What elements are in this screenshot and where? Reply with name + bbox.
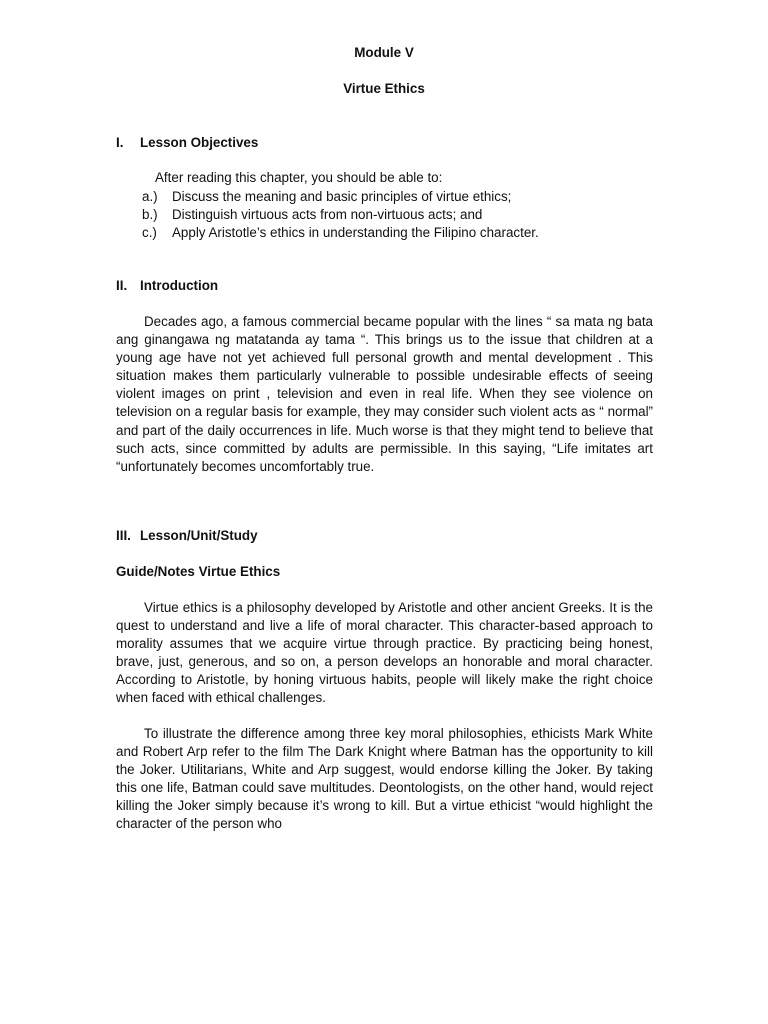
list-marker: c.): [142, 225, 157, 240]
virtue-ethics-paragraph: Virtue ethics is a philosophy developed by Aristotle and other ancient Greeks. It is the quest to understand and live a life of moral character. This character-based approach to morality assumes that we acquire virtue through practice. By practicing being honest, brave, just, generous, and so on, a person develops an honorable and moral character. According to Aristotle, by honing virtuous habits, people will likely make the right choice when faced with ethical challenges.: [116, 600, 653, 706]
section-heading-introduction: [116, 278, 218, 293]
section-number: II.: [116, 278, 128, 293]
list-item: [142, 188, 539, 206]
list-marker: b.): [142, 207, 158, 222]
section-number: I.: [116, 135, 124, 150]
list-item: [142, 224, 539, 242]
list-item: [142, 206, 539, 224]
section-heading-objectives: [116, 135, 258, 150]
moral-philosophies-paragraph: To illustrate the difference among three key moral philosophies, ethicists Mark White and Robert Arp refer to the film The Dark Knight where Batman has the opportunity to kill the Joker. Utilitarians, White and Arp suggest, would endorse killing the Joker. By taking this one life, Batman could save multitudes. Deontologists, on the other hand, would reject killing the Joker simply because it’s wrong to kill. But a virtue ethicist “would highlight the character of the person who: [116, 726, 653, 832]
module-title: Module V: [354, 45, 414, 60]
list-item-text: Apply Aristotle’s ethics in understanding the Filipino character.: [172, 225, 539, 240]
list-item-text: Distinguish virtuous acts from non-virtuous acts; and: [172, 207, 483, 222]
section-title: Lesson Objectives: [140, 135, 259, 150]
section-title: Introduction: [140, 278, 219, 293]
objectives-list: [142, 188, 539, 242]
list-marker: a.): [142, 189, 158, 204]
introduction-paragraph: Decades ago, a famous commercial became popular with the lines “ sa mata ng bata ang ginangawa ng matatanda ay tama “. This brings us to the issue that children at a young age have not yet achieved full personal growth and mental development . This situation makes them particularly vulnerable to possible undesirable effects of seeing violent images on print , television and even in real life. When they see violence on television on a regular basis for example, they may consider such violent acts as “ normal” and part of the daily occurrences in life. Much worse is that they might tend to believe that such acts, since committed by adults are permissible. In this saying, “Life imitates art “unfortunately becomes uncomfortably true.: [116, 314, 653, 474]
section-number: III.: [116, 528, 131, 543]
section-heading-lesson: [116, 528, 258, 543]
list-item-text: Discuss the meaning and basic principles of virtue ethics;: [172, 189, 512, 204]
subject-title: Virtue Ethics: [343, 81, 425, 96]
section-subheading: Guide/Notes Virtue Ethics: [116, 564, 281, 579]
objectives-intro: After reading this chapter, you should be able to:: [155, 170, 443, 185]
section-title: Lesson/Unit/Study: [140, 528, 258, 543]
